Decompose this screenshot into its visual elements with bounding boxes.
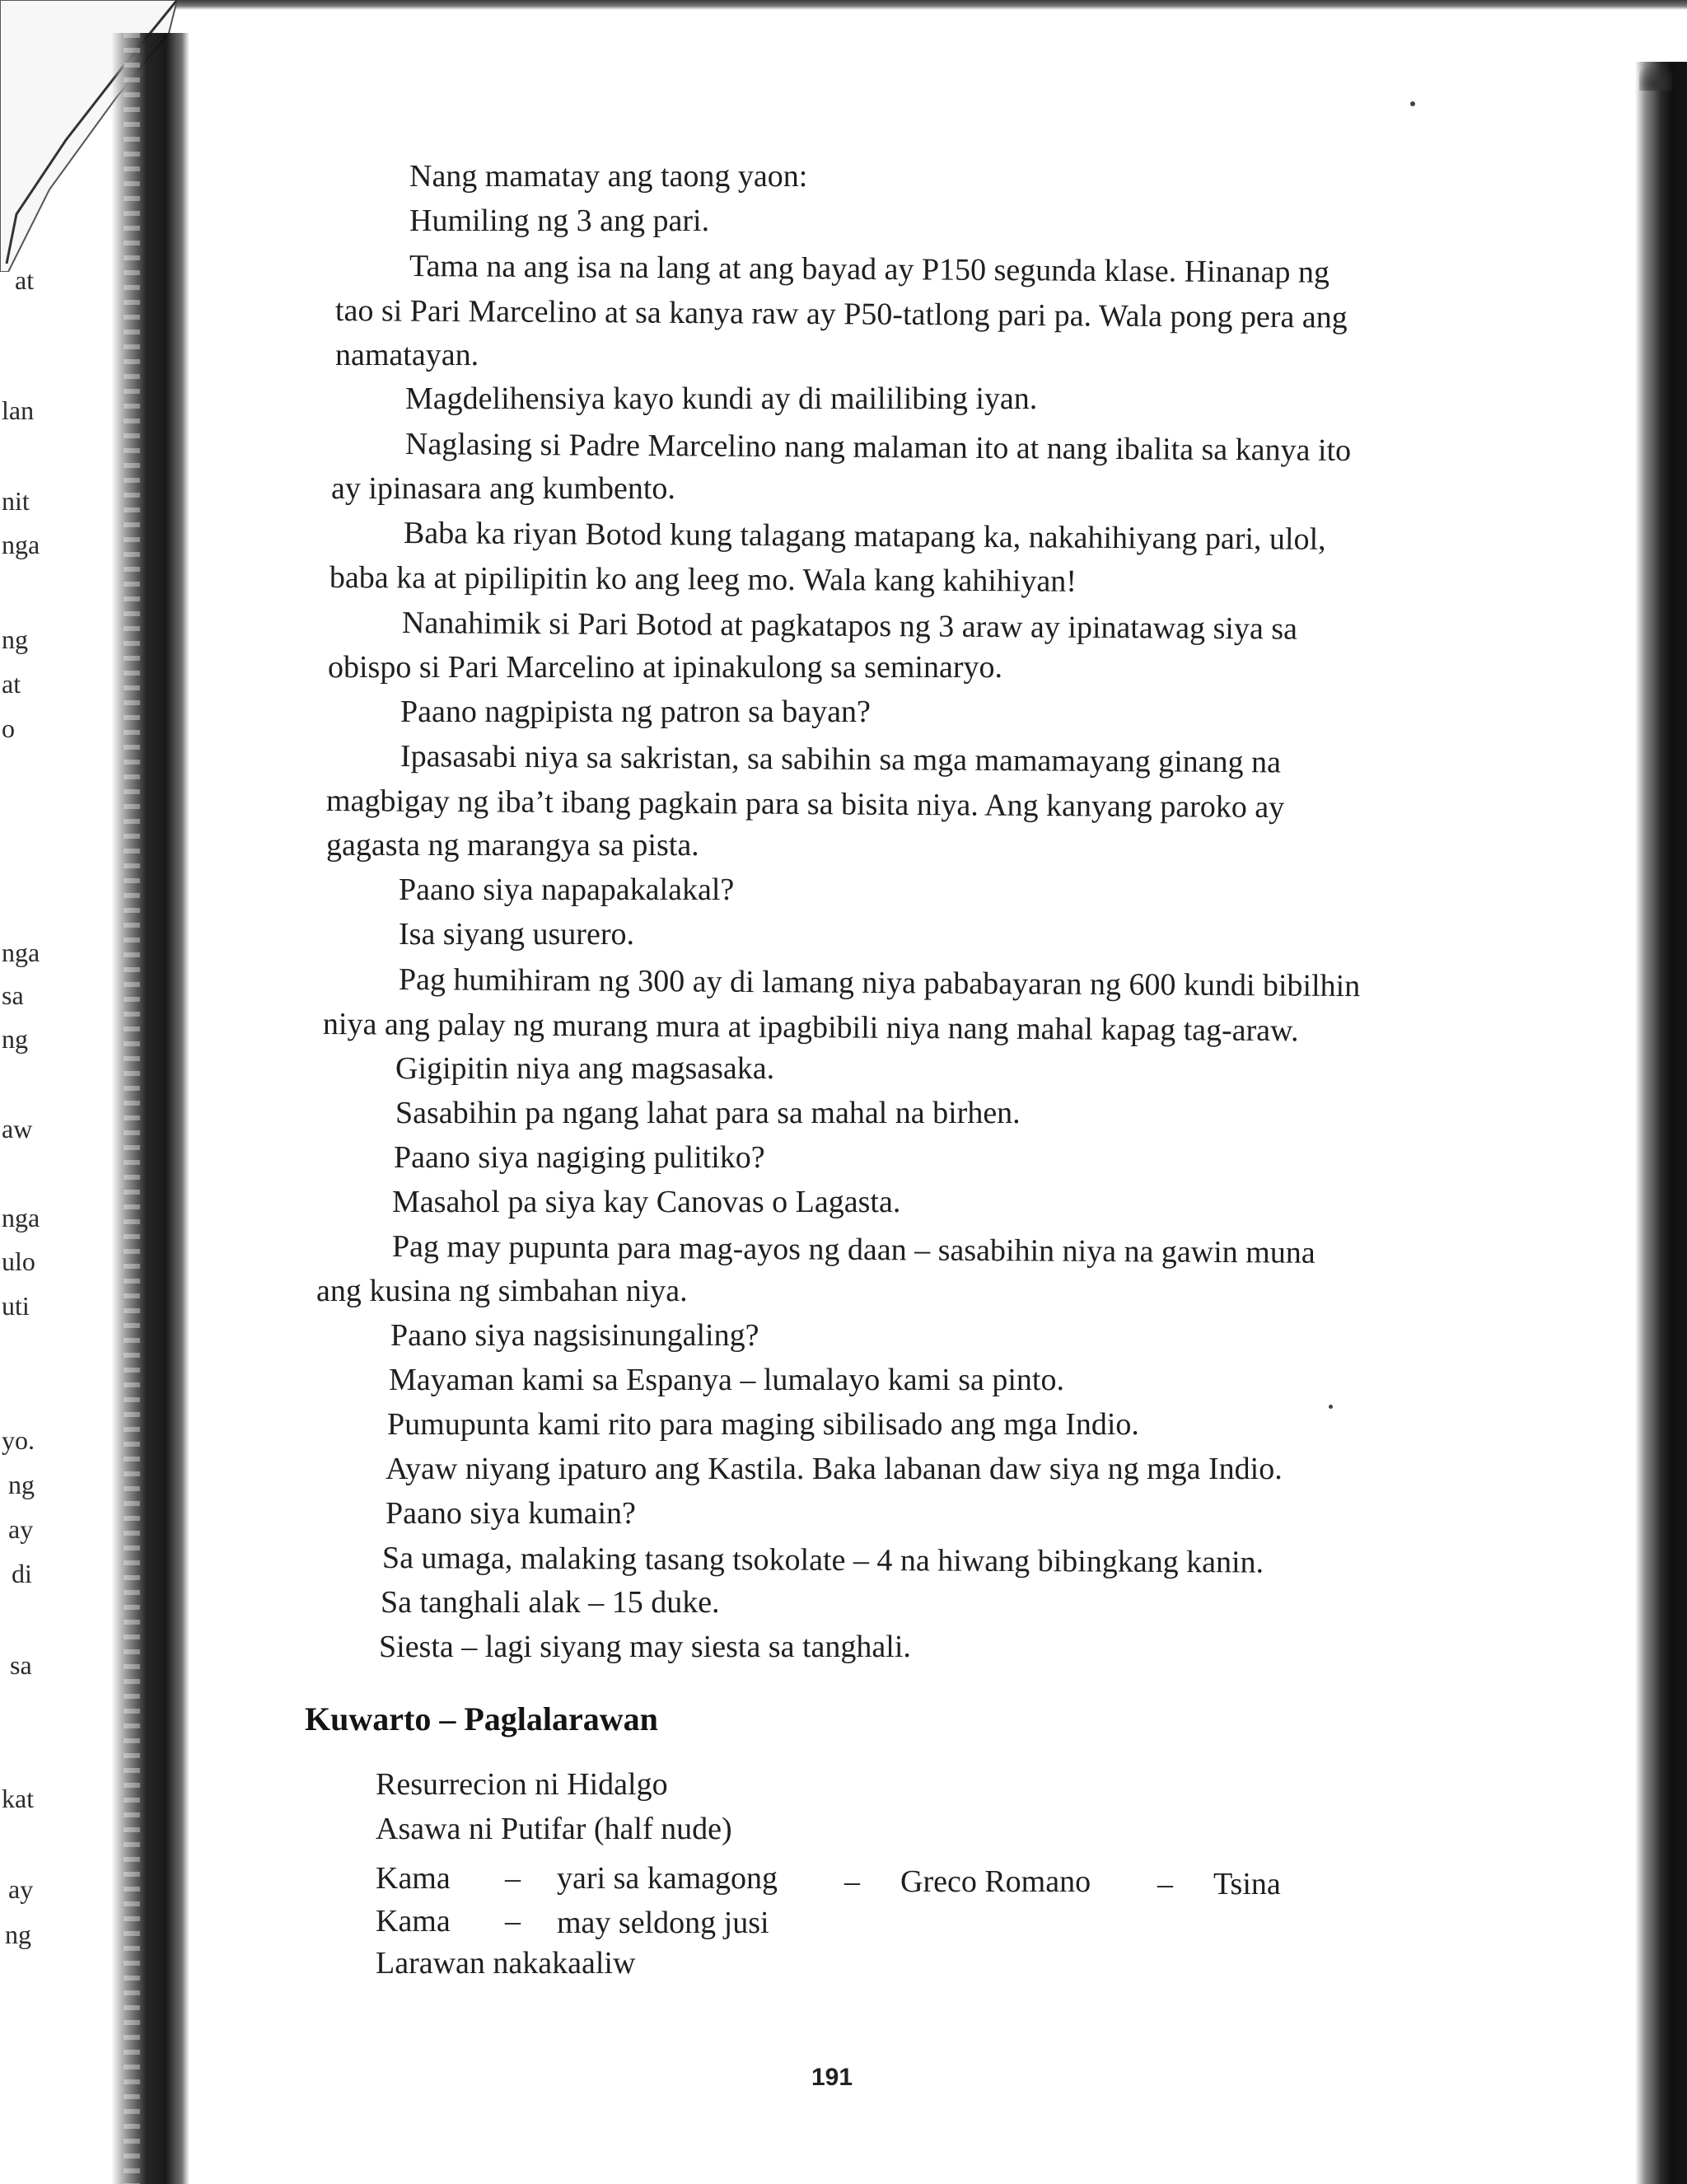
text-line: Isa siyang usurero. (399, 917, 634, 952)
text-line: Paano siya nagiging pulitiko? (394, 1140, 765, 1175)
margin-fragment: nit (2, 486, 30, 516)
margin-fragment: ulo (2, 1246, 35, 1276)
margin-fragment: ng (8, 1470, 35, 1499)
margin-fragment: at (15, 265, 35, 295)
text-line: Sasabihin pa ngang lahat para sa mahal na birhen. (395, 1096, 1021, 1130)
margin-fragment: at (2, 669, 21, 699)
text-line: niya ang palay ng murang mura at ipagbibili niya nang mahal kapag tag-araw. (322, 1007, 1299, 1049)
text-line: Masahol pa siya kay Canovas o Lagasta. (392, 1185, 901, 1219)
scan-speck (1410, 101, 1415, 106)
margin-fragment: yo. (2, 1425, 35, 1455)
item-value: yari sa kamagong (557, 1861, 778, 1896)
text-line: Siesta – lagi siyang may siesta sa tanghali. (379, 1630, 911, 1664)
margin-fragment: di (12, 1559, 32, 1588)
dash: – (844, 1864, 860, 1899)
text-line: Baba ka riyan Botod kung talagang matapang ka, nakahihiyang pari, ulol, (403, 516, 1326, 557)
text-line: Nang mamatay ang taong yaon: (409, 159, 808, 194)
text-line: baba ka at pipilipitin ko ang leeg mo. Wala kang kahihiyan! (329, 560, 1077, 599)
margin-fragment: ay (8, 1874, 34, 1904)
margin-fragment: ay (8, 1514, 34, 1544)
text-line: ang kusina ng simbahan niya. (316, 1274, 688, 1308)
text-line: ay ipinasara ang kumbento. (331, 471, 675, 506)
text-line: Sa umaga, malaking tasang tsokolate – 4 na hiwang bibingkang kanin. (381, 1541, 1264, 1580)
margin-fragment: ng (2, 624, 28, 654)
scan-speck (1329, 1405, 1333, 1409)
text-line: Paano siya napapakalakal? (399, 872, 735, 907)
text-line: Magdelihensiya kayo kundi ay di maililibing iyan. (405, 381, 1038, 416)
margin-fragment: aw (2, 1114, 33, 1143)
item-value: Greco Romano (900, 1864, 1091, 1899)
margin-fragment: sa (10, 1650, 32, 1680)
text-line: Naglasing si Padre Marcelino nang malaman ito at nang ibalita sa kanya ito (404, 427, 1352, 469)
text-line: magbigay ng iba’t ibang pagkain para sa bisita niya. Ang kanyang paroko ay (325, 783, 1285, 825)
item-value: may seldong jusi (557, 1906, 769, 1940)
text-line: Sa tanghali alak – 15 duke. (381, 1585, 720, 1620)
margin-fragment: nga (2, 530, 40, 559)
margin-fragment: kat (2, 1784, 35, 1813)
section-heading: Kuwarto – Paglalarawan (305, 1700, 658, 1737)
item-label: Kama (376, 1861, 451, 1896)
margin-fragment: ng (2, 1024, 28, 1054)
text-line: Resurrecion ni Hidalgo (376, 1767, 668, 1802)
margin-fragment: nga (2, 938, 40, 967)
text-line: Tama na ang isa na lang at ang bayad ay P150 segunda klase. Hinanap ng (409, 249, 1330, 290)
text-line: Gigipitin niya ang magsasaka. (395, 1051, 775, 1086)
dash: – (1157, 1867, 1173, 1901)
item-value: Tsina (1213, 1867, 1281, 1901)
text-line: Larawan nakakaaliw (376, 1946, 636, 1981)
text-line: Pumupunta kami rito para maging sibilisado ang mga Indio. (387, 1407, 1139, 1442)
margin-fragment: ng (5, 1920, 31, 1949)
text-line: Paano siya kumain? (386, 1496, 636, 1531)
text-line: tao si Pari Marcelino at sa kanya raw ay P50-tatlong pari pa. Wala pong pera ang (334, 293, 1348, 335)
item-label: Kama (376, 1904, 451, 1938)
text-line: Humiling ng 3 ang pari. (409, 203, 710, 238)
text-line: Ipasasabi niya sa sakristan, sa sabihin sa mga mamamayang ginang na (400, 739, 1282, 780)
text-line: Nanahimik si Pari Botod at pagkatapos ng 3 araw ay ipinatawag siya sa (401, 606, 1298, 647)
text-line: Ayaw niyang ipaturo ang Kastila. Baka labanan daw siya ng mga Indio. (386, 1452, 1283, 1486)
text-line: Pag may pupunta para mag-ayos ng daan – sasabihin niya na gawin muna (391, 1229, 1315, 1270)
margin-fragment: lan (2, 395, 35, 425)
margin-fragment: o (2, 713, 15, 743)
text-line: Paano siya nagsisinungaling? (390, 1318, 759, 1353)
margin-fragment: nga (2, 1203, 40, 1232)
text-line: obispo si Pari Marcelino at ipinakulong sa seminaryo. (328, 650, 1002, 685)
text-line: Pag humihiram ng 300 ay di lamang niya pababayaran ng 600 kundi bibilhin (398, 962, 1361, 1004)
margin-fragment: uti (2, 1291, 30, 1321)
text-line: gagasta ng marangya sa pista. (326, 828, 699, 863)
text-line: Mayaman kami sa Espanya – lumalayo kami sa pinto. (389, 1363, 1064, 1397)
page-number: 191 (811, 2064, 853, 2091)
dash: – (505, 1861, 521, 1896)
dash: – (505, 1904, 521, 1938)
text-line: Asawa ni Putifar (half nude) (376, 1812, 732, 1846)
margin-fragment: sa (2, 980, 24, 1010)
text-line: namatayan. (335, 338, 479, 372)
text-line: Paano nagpipista ng patron sa bayan? (400, 694, 871, 729)
